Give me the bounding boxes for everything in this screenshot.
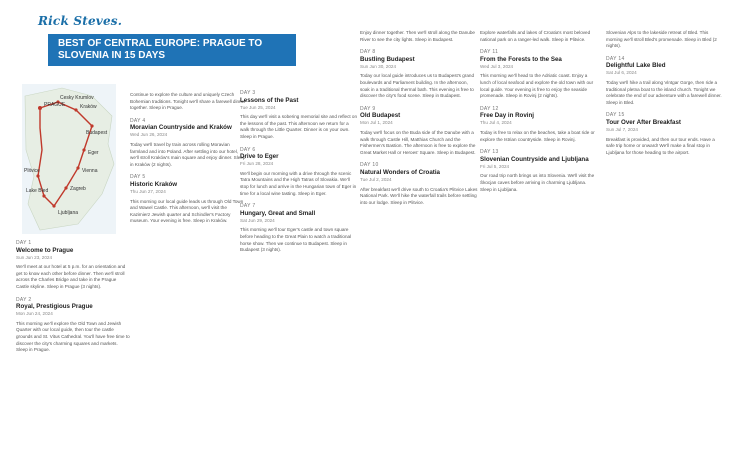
itinerary-column-4 bbox=[360, 26, 478, 457]
city-zagreb bbox=[64, 186, 67, 189]
city-plitvice bbox=[36, 174, 39, 177]
map-label-cesky-krumlov: Cesky Krumlov bbox=[60, 95, 94, 101]
day-label: DAY 4 bbox=[130, 117, 146, 124]
city-lake-bled bbox=[42, 194, 45, 197]
day-block bbox=[480, 49, 598, 100]
day-date: Sun Jul 7, 2024 bbox=[606, 126, 638, 132]
day-label: DAY 15 bbox=[606, 112, 625, 119]
day-block bbox=[16, 297, 130, 354]
day-date: Sat Jun 29, 2024 bbox=[240, 217, 275, 223]
day-description: Today our local guide introduces us to Budapest's grand boulevards and Parliament building. In the afternoon, soak in a traditional thermal bath. This evening is free to discover the city's food scene. Sleep in Budapest. bbox=[360, 73, 475, 99]
day-date: Tue Jun 25, 2024 bbox=[240, 104, 276, 110]
day-label: DAY 2 bbox=[16, 296, 32, 303]
day-label: DAY 3 bbox=[240, 90, 256, 96]
map-label-zagreb: Zagreb bbox=[70, 186, 86, 192]
map-label-ljubljana: Ljubljana bbox=[58, 210, 79, 216]
itinerary-column-6 bbox=[606, 26, 724, 457]
day-label: DAY 13 bbox=[480, 149, 499, 156]
day-block bbox=[480, 30, 598, 43]
map-label-krakow: Kraków bbox=[80, 104, 97, 110]
itinerary-column-3 bbox=[240, 86, 358, 457]
brand-logo: Rick Steves. bbox=[38, 14, 123, 28]
city-budapest bbox=[90, 124, 93, 127]
day-title: Lessons of the Past bbox=[240, 96, 299, 104]
day-date: Sat Jul 6, 2024 bbox=[606, 70, 637, 76]
day-description: This morning our local guide leads us through Old Town and Wawel Castle. This afternoon, we'll visit the Kazimierz Jewish quarter and Schindler's Factory museum. Your evening is free. Sleep in Kraków. bbox=[130, 198, 244, 224]
map-label-budapest: Budapest bbox=[86, 130, 108, 136]
day-label: DAY 1 bbox=[16, 240, 32, 246]
day-label: DAY 12 bbox=[480, 105, 499, 112]
day-block bbox=[606, 30, 724, 50]
day-date: Sun Jun 30, 2024 bbox=[360, 63, 397, 69]
day-title: Royal, Prestigious Prague bbox=[16, 303, 93, 311]
day-description: This day we'll visit a sobering memorial site and reflect on the lessons of the past. This afternoon we return for a walk through the Little Quarter. Dinner is on your own. Sleep in Prague. bbox=[240, 114, 358, 139]
day-description: Today we'll focus on the Buda side of the Danube with a walk through Castle Hill, Matthias Church and the Fishermen's Bastion. The afternoon is free to explore the Great Market Hall or Heroes' Square. Sleep in Budapest. bbox=[360, 129, 476, 155]
day-date: Thu Jul 4, 2024 bbox=[480, 120, 512, 126]
day-date: Wed Jun 26, 2024 bbox=[130, 132, 168, 138]
itinerary-column-5 bbox=[480, 26, 598, 457]
day-date: Thu Jun 27, 2024 bbox=[130, 188, 166, 194]
day-date: Fri Jul 5, 2024 bbox=[480, 163, 510, 169]
day-label: DAY 14 bbox=[606, 55, 625, 62]
day-description: Enjoy dinner together. Then we'll stroll along the Danube River to see the city lights. Sleep in Budapest. bbox=[360, 30, 475, 42]
day-title: Bustling Budapest bbox=[360, 55, 415, 63]
day-label: DAY 5 bbox=[130, 174, 146, 181]
city-vienna bbox=[76, 166, 79, 169]
day-description: Slovenian Alps to the lakeside retreat of Bled. This morning we'll stroll Bled's promenade. Sleep in Bled (2 nights). bbox=[606, 30, 717, 49]
day-label: DAY 6 bbox=[240, 146, 256, 153]
day-description: After breakfast we'll drive south to Croatia's Plitvice Lakes National Park. We'll hike the waterfall trails before settling into our lodge. Sleep in Plitvice. bbox=[360, 186, 478, 205]
day-date: Tue Jul 2, 2024 bbox=[360, 176, 392, 182]
day-block bbox=[130, 118, 248, 169]
day-description: Explore waterfalls and lakes of Croatia's most beloved national park on a ranger-led walk. Sleep in Plitvice. bbox=[480, 30, 591, 42]
map-label-vienna: Vienna bbox=[82, 168, 98, 174]
city-eger bbox=[82, 148, 85, 151]
day-title: Free Day in Rovinj bbox=[480, 112, 534, 120]
day-title: Drive to Eger bbox=[240, 153, 279, 161]
day-description: Breakfast is provided, and then our tour ends. Have a safe trip home or onward! We'll make a final stop in Ljubljana for those heading to the airport. bbox=[606, 136, 715, 155]
day-title: Old Budapest bbox=[360, 112, 401, 120]
day-title: Historic Kraków bbox=[130, 180, 178, 188]
day-date: Mon Jul 1, 2024 bbox=[360, 120, 393, 126]
day-block bbox=[360, 30, 478, 43]
day-date: Wed Jul 3, 2024 bbox=[480, 63, 514, 69]
day-block bbox=[240, 147, 358, 198]
map-label-eger: Eger bbox=[88, 150, 99, 156]
tour-title: BEST OF CENTRAL EUROPE: PRAGUE TO SLOVENIA IN 15 DAYS bbox=[58, 38, 263, 61]
day-description: Today we'll hike a trail along Vintgar Gorge, then ride a traditional pletna boat to the island church. Tonight we celebrate the end of our adventure with a farewell dinner. Sleep in Bled. bbox=[606, 79, 722, 105]
day-description: This morning we'll tour Eger's castle and town square before heading to the Great Plain to watch a traditional horse show. Then we continue to Budapest. Sleep in Budapest (3 nights). bbox=[240, 227, 352, 253]
day-title: Natural Wonders of Croatia bbox=[360, 168, 440, 176]
map-label-lake-bled: Lake Bled bbox=[26, 188, 49, 194]
day-block bbox=[360, 106, 478, 157]
map-label-plitvice: Plitvice bbox=[24, 168, 40, 174]
day-title: Hungary, Great and Small bbox=[240, 209, 316, 217]
day-block bbox=[240, 90, 358, 141]
day-block bbox=[606, 56, 724, 107]
day-block bbox=[360, 162, 478, 206]
day-date: Fri Jun 28, 2024 bbox=[240, 161, 274, 167]
day-block bbox=[360, 49, 478, 100]
day-title: Moravian Countryside and Kraków bbox=[130, 124, 232, 132]
day-description: Today is free to relax on the beaches, take a boat ride or explore the Istrian countryside. Sleep in Rovinj. bbox=[480, 129, 595, 142]
day-description: This morning we'll head to the Adriatic coast. Enjoy a lunch of local seafood and explore the old town with our local guide. Your evening is free to enjoy the seaside promenade. Sleep in Rovinj (2 nights). bbox=[480, 73, 594, 99]
day-title: Tour Over After Breakfast bbox=[606, 118, 681, 126]
day-label: DAY 8 bbox=[360, 49, 376, 56]
day-block bbox=[16, 240, 130, 291]
day-block bbox=[130, 92, 248, 112]
map-label-prague: PRAGUE bbox=[44, 102, 66, 108]
day-title: Welcome to Prague bbox=[16, 246, 74, 254]
city-krakow bbox=[74, 108, 77, 111]
day-description: We'll begin our morning with a drive through the scenic Tatra Mountains and the High Tatras of Slovakia. We'll stop for lunch and arrive in the Hungarian town of Eger in time for a local wine tasting. Sleep in Eger. bbox=[240, 170, 357, 196]
day-description: Our road trip north brings us into Slovenia. We'll visit the Škocjan caves before arriving in charming Ljubljana. Sleep in Ljubljana. bbox=[480, 173, 595, 192]
day-description: This morning we'll explore the Old Town and Jewish Quarter with our local guide, then tour the castle grounds and St. Vitus Cathedral. You'll have free time to discover the city's charming squares and markets. Sleep in Prague. bbox=[16, 320, 130, 353]
day-label: DAY 7 bbox=[240, 203, 256, 210]
day-description: Today we'll travel by train across rolling Moravian farmland and into Poland. After settling into our hotel, we'll stroll Kraków's main square and enjoy dinner. Sleep in Kraków (2 nights). bbox=[130, 141, 246, 167]
day-date: Mon Jun 24, 2024 bbox=[16, 311, 53, 317]
day-title: From the Forests to the Sea bbox=[480, 55, 562, 63]
day-block bbox=[606, 112, 724, 156]
day-description: We'll meet at our hotel at 5 p.m. for an orientation and get to know each other before dinner. Then we'll stroll across the Charles Bridge and take in the Prague Castle skyline. Sleep in Prague (3 nights). bbox=[16, 264, 126, 289]
day-block bbox=[480, 149, 598, 193]
day-title: Slovenian Countryside and Ljubljana bbox=[480, 155, 589, 163]
day-block bbox=[130, 174, 248, 225]
day-label: DAY 11 bbox=[480, 49, 499, 56]
day-label: DAY 10 bbox=[360, 162, 379, 169]
city-ljubljana bbox=[52, 204, 55, 207]
day-date: Sun Jun 23, 2024 bbox=[16, 254, 53, 260]
tour-title-banner bbox=[48, 34, 296, 66]
route-map bbox=[22, 84, 116, 234]
day-block bbox=[240, 203, 358, 254]
city-prague bbox=[38, 106, 42, 110]
day-block bbox=[480, 106, 598, 143]
day-title: Delightful Lake Bled bbox=[606, 62, 666, 70]
day-description: Continue to explore the culture and uniquely Czech Bohemian traditions. Tonight we'll share a farewell dinner together. Sleep in Prague. bbox=[130, 92, 246, 111]
itinerary-column-2 bbox=[130, 88, 248, 457]
itinerary-column-1 bbox=[16, 236, 130, 457]
day-label: DAY 9 bbox=[360, 105, 376, 112]
